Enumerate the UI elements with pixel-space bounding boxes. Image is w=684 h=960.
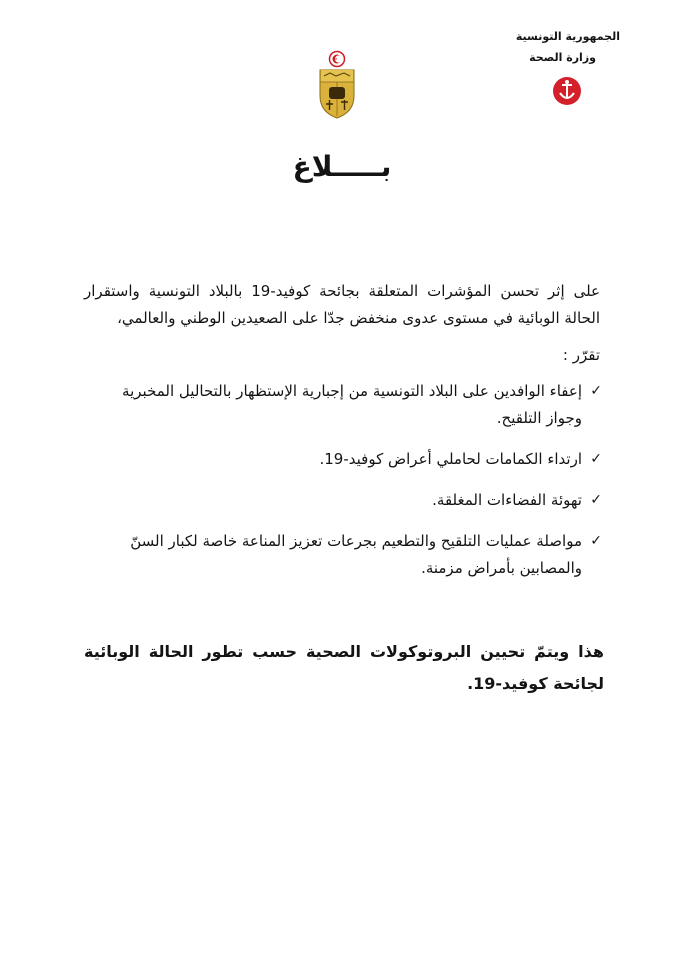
header-institution — [516, 30, 620, 64]
closing-paragraph: هذا ويتمّ تحيين البروتوكولات الصحية حسب تطور الحالة الوبائية لجائحة كوفيد-19. — [84, 642, 604, 693]
list-item — [84, 487, 602, 514]
check-icon: ✓ — [590, 383, 602, 399]
ministry-of-health-logo-icon — [552, 76, 582, 106]
list-item-text: تهوئة الفضاءات المغلقة. — [432, 491, 582, 509]
tunisia-coat-of-arms-icon — [316, 50, 358, 120]
decision-heading: تقرّر : — [562, 346, 600, 364]
document-title: بـــــلاغ — [292, 150, 392, 183]
check-icon: ✓ — [590, 451, 602, 467]
list-item-text: مواصلة عمليات التلقيح والتطعيم بجرعات تعزيز المناعة خاصة لكبار السنّ والمصابين بأمراض مزمنة. — [130, 532, 582, 577]
intro-paragraph: على إثر تحسن المؤشرات المتعلقة بجائحة كوفيد-19 بالبلاد التونسية واستقرار الحالة الوبائية في مستوى عدوى منخفض جدّا على الصعيدين الوطني والعالمي، — [84, 282, 600, 327]
list-item — [84, 378, 602, 432]
check-icon: ✓ — [590, 492, 602, 508]
list-item-text: ارتداء الكمامات لحاملي أعراض كوفيد-19. — [319, 450, 582, 468]
republic-name: الجمهورية التونسية — [515, 30, 620, 43]
decision-list — [84, 378, 602, 596]
ministry-name: وزارة الصحة — [529, 51, 596, 64]
list-item-text: إعفاء الوافدين على البلاد التونسية من إجبارية الإستظهار بالتحاليل المخبرية وجواز التلقيح. — [122, 382, 582, 427]
list-item — [84, 446, 602, 473]
list-item — [84, 528, 602, 582]
check-icon: ✓ — [590, 533, 602, 549]
